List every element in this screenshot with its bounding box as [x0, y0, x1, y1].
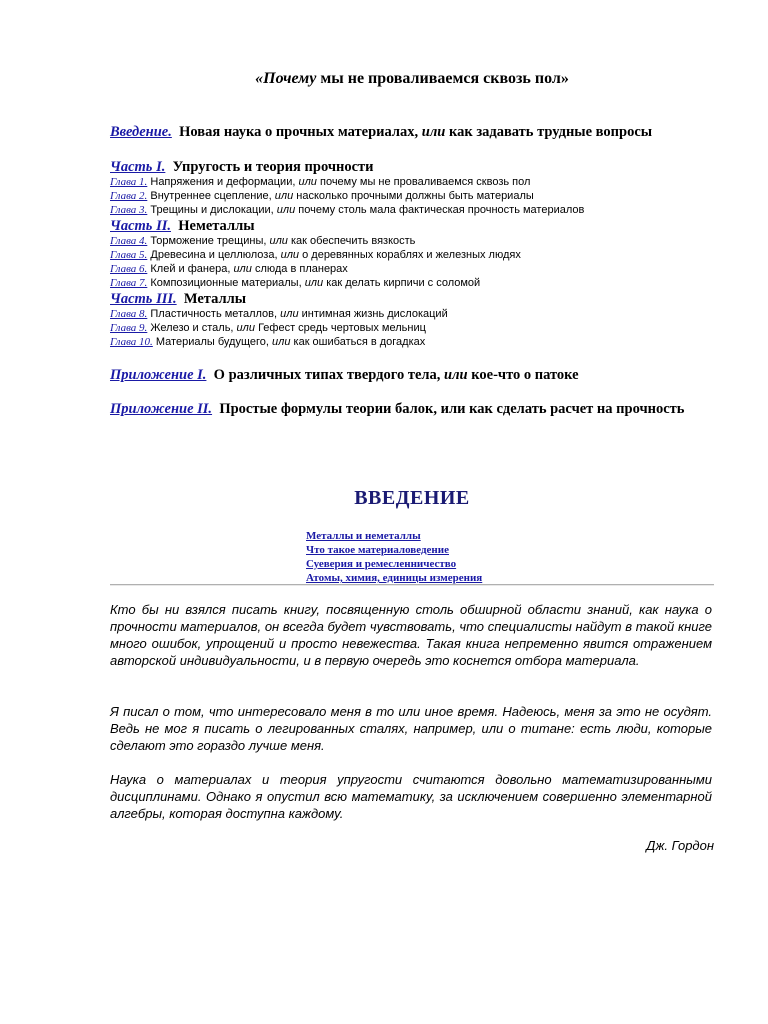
chapter-6: [110, 262, 714, 276]
appendix-1-text-2: кое-что о патоке: [471, 367, 579, 383]
chapter-8-title-a: Пластичность металлов,: [150, 308, 278, 320]
chapter-9-link[interactable]: Глава 9.: [110, 322, 148, 334]
chapter-1-link[interactable]: Глава 1.: [110, 176, 148, 188]
chapter-8-title-b: интимная жизнь дислокаций: [301, 308, 448, 320]
appendix-2: [110, 401, 714, 418]
appendix-2-link[interactable]: Приложение II.: [110, 401, 213, 417]
chapter-2: [110, 189, 714, 203]
chapter-2-link[interactable]: Глава 2.: [110, 190, 148, 202]
intro-line: [110, 124, 652, 141]
chapter-6-title-a: Клей и фанера,: [150, 263, 231, 275]
part-1: [110, 158, 714, 175]
paragraph-1: Кто бы ни взялся писать книгу, посвященную столь обширной области знаний, как наука о прочности материалов, он всегда будет чувствовать, что специалисты найдут в такой книге много ошибок, упрощений и просто невежества. Такая книга непременно явится отражением авторской индивидуальности, и в первую очередь это коснется отбора материала.: [110, 602, 712, 668]
appendix-1: [110, 367, 579, 384]
appendix-1-link[interactable]: Приложение I.: [110, 367, 207, 383]
chapter-10-title-b: как ошибаться в догадках: [293, 336, 426, 348]
paragraph-2: Я писал о том, что интересовало меня в то или иное время. Надеюсь, меня за это не осудят. Ведь не мог я писать о легированных сталях, например, или о титане: есть люди, которые сделают это гораздо лучше меня.: [110, 704, 712, 753]
chapter-1-title-a: Напряжения и деформации,: [150, 176, 296, 188]
chapter-1: [110, 175, 714, 189]
chapter-1-title-b: почему мы не проваливаемся сквозь пол: [319, 176, 531, 188]
chapter-6-title-b: слюда в планерах: [254, 263, 348, 275]
chapter-3-or: или: [276, 204, 296, 216]
chapter-9-title-b: Гефест средь чертовых мельниц: [258, 322, 426, 334]
paragraph-3: Наука о материалах и теория упругости считаются довольно математизированными дисциплинами. Однако я опустил всю математику, за исключением совершенно элементарной алгебры, которая доступна каждому.: [110, 772, 712, 821]
part-2-link[interactable]: Часть II.: [110, 218, 171, 234]
chapter-5: [110, 248, 714, 262]
chapter-10-title-a: Материалы будущего,: [155, 336, 269, 348]
sublink-atoms[interactable]: Атомы, химия, единицы измерения: [306, 572, 483, 584]
section-heading: ВВЕДЕНИЕ: [354, 487, 470, 509]
chapter-4-title-a: Торможение трещины,: [150, 235, 267, 247]
chapter-9-title-a: Железо и сталь,: [150, 322, 234, 334]
part-2: [110, 217, 714, 234]
book-title-emphasis: «Почему: [255, 70, 317, 87]
chapter-7: [110, 276, 714, 290]
sublink-materials-science[interactable]: Что такое материаловедение: [306, 544, 449, 556]
chapter-5-or: или: [280, 249, 300, 261]
appendix-2-text: Простые формулы теории балок, или как сделать расчет на прочность: [219, 401, 685, 417]
chapter-4: [110, 234, 714, 248]
intro-text-1: Новая наука о прочных материалах,: [179, 124, 419, 140]
intro-link[interactable]: Введение.: [110, 124, 172, 140]
chapter-8-link[interactable]: Глава 8.: [110, 308, 148, 320]
chapter-6-link[interactable]: Глава 6.: [110, 263, 148, 275]
chapter-7-title-a: Композиционные материалы,: [150, 277, 302, 289]
chapter-2-title-a: Внутреннее сцепление,: [150, 190, 272, 202]
chapter-8-or: или: [280, 308, 299, 320]
chapter-5-link[interactable]: Глава 5.: [110, 249, 148, 261]
part-2-title: Неметаллы: [178, 218, 255, 234]
chapter-5-title-a: Древесина и целлюлоза,: [150, 249, 278, 261]
chapter-2-title-b: насколько прочными должны быть материалы: [296, 190, 534, 202]
part-3-title: Металлы: [183, 291, 247, 307]
chapter-3: [110, 203, 714, 217]
chapter-10: [110, 335, 714, 349]
part-1-link[interactable]: Часть I.: [110, 159, 166, 175]
chapter-3-title-b: почему столь мала фактическая прочность материалов: [298, 204, 585, 216]
intro-or: или: [421, 124, 446, 140]
section-sublinks: [306, 529, 482, 585]
chapter-5-title-b: о деревянных кораблях и железных людях: [302, 249, 521, 261]
chapter-9-or: или: [236, 322, 255, 334]
chapter-7-or: или: [304, 277, 324, 289]
book-title: [110, 70, 714, 88]
chapter-3-title-a: Трещины и дислокации,: [150, 204, 274, 216]
chapter-9: [110, 321, 714, 335]
part-1-title: Упругость и теория прочности: [172, 159, 374, 175]
intro-text-2: как задавать трудные вопросы: [448, 124, 653, 140]
chapter-1-or: или: [298, 176, 317, 188]
chapter-8: [110, 307, 714, 321]
chapter-10-or: или: [272, 336, 291, 348]
chapter-2-or: или: [274, 190, 294, 202]
part-3-link[interactable]: Часть III.: [110, 291, 177, 307]
chapter-7-title-b: как делать кирпичи с соломой: [326, 277, 481, 289]
author-signature: Дж. Гордон: [646, 838, 714, 853]
horizontal-divider: [110, 584, 714, 586]
chapter-4-or: или: [269, 235, 288, 247]
chapter-10-link[interactable]: Глава 10.: [110, 336, 153, 348]
sublink-superstitions[interactable]: Суеверия и ремесленничество: [306, 558, 457, 570]
chapter-4-link[interactable]: Глава 4.: [110, 235, 148, 247]
table-of-contents: [110, 158, 714, 349]
appendix-1-text-1: О различных типах твердого тела,: [213, 367, 441, 383]
chapter-6-or: или: [233, 263, 252, 275]
sublink-metals[interactable]: Металлы и неметаллы: [306, 530, 421, 542]
chapter-3-link[interactable]: Глава 3.: [110, 204, 148, 216]
chapter-7-link[interactable]: Глава 7.: [110, 277, 148, 289]
appendix-1-or: или: [444, 367, 468, 383]
part-3: [110, 290, 714, 307]
book-title-rest: мы не проваливаемся сквозь пол»: [316, 70, 569, 87]
chapter-4-title-b: как обеспечить вязкость: [290, 235, 416, 247]
